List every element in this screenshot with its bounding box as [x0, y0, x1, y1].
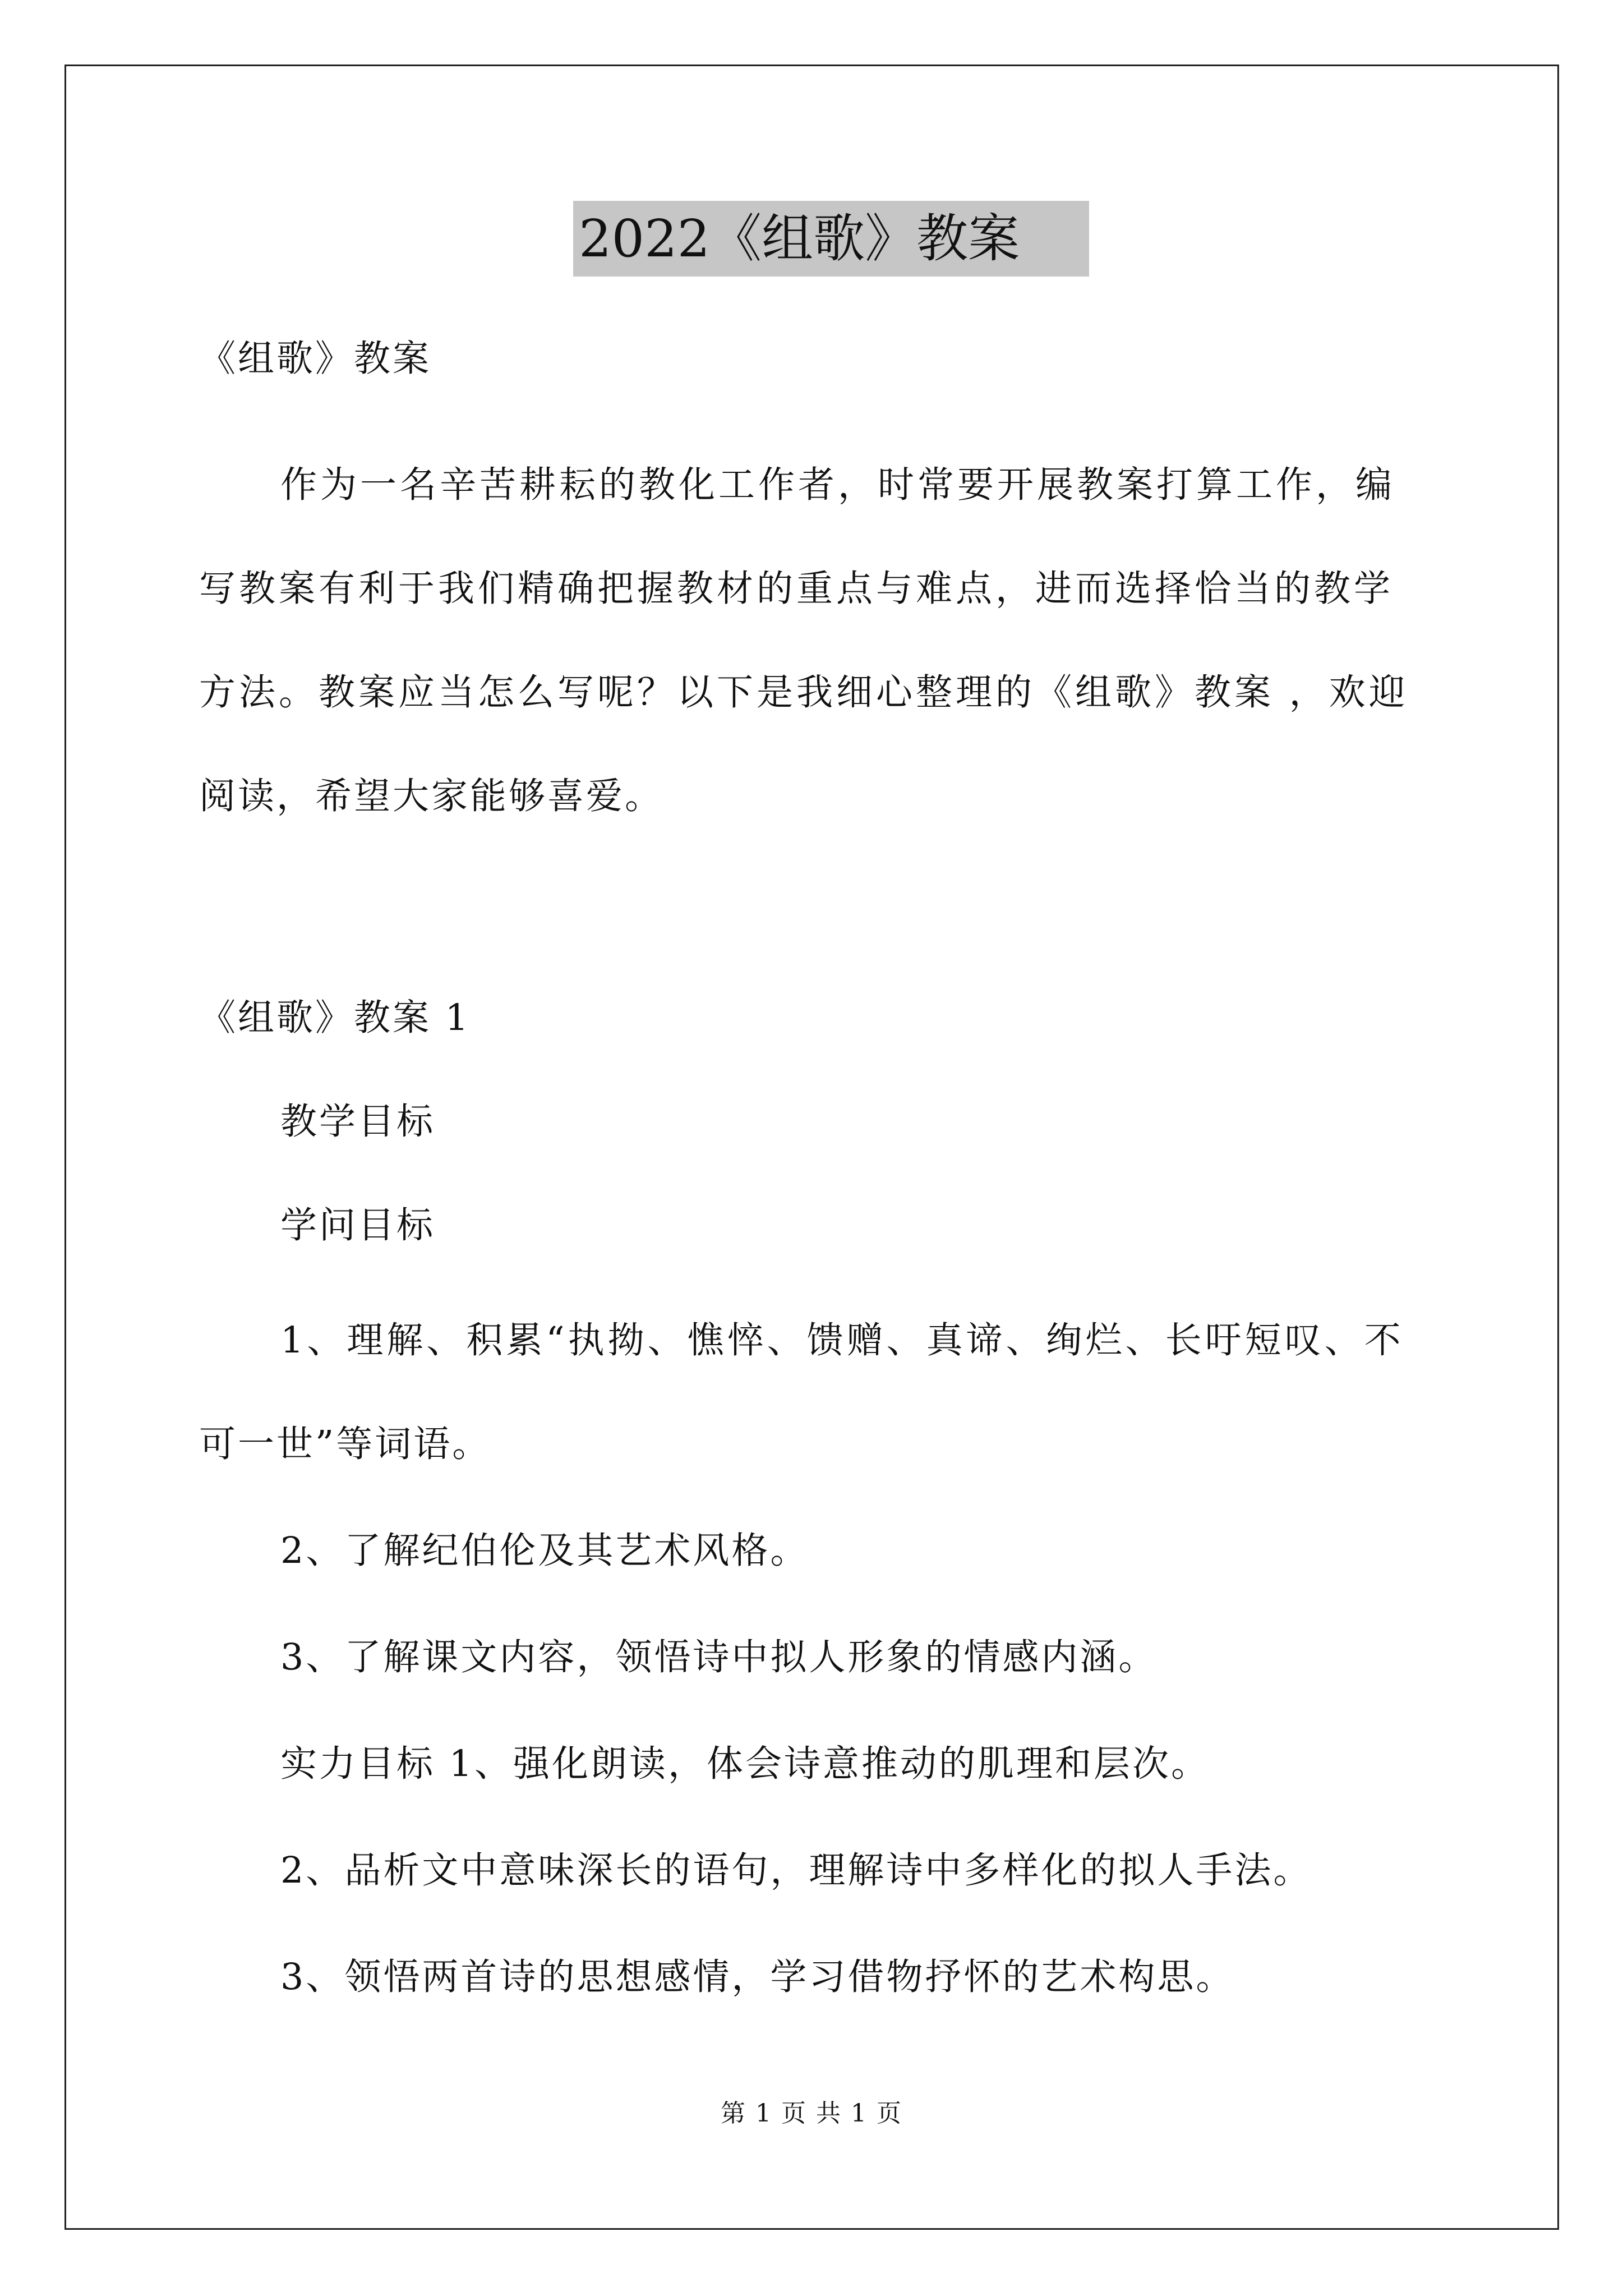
page-border: [64, 65, 1559, 2230]
paragraph-line: 2、了解纪伯伦及其艺术风格。: [280, 1530, 809, 1572]
paragraph-line: 3、领悟两首诗的思想感情，学习借物抒怀的艺术构思。: [280, 1956, 1235, 1998]
paragraph-line: 3、了解课文内容，领悟诗中拟人形象的情感内涵。: [280, 1636, 1158, 1678]
paragraph-line: 2、品析文中意味深长的语句，理解诗中多样化的拟人手法。: [280, 1849, 1312, 1892]
document-title: 2022《组歌》教案: [573, 201, 1089, 277]
paragraph-line: 可一世”等词语。: [199, 1423, 491, 1465]
subtitle-line: 《组歌》教案: [199, 338, 432, 380]
section-heading: 《组歌》教案 1: [199, 997, 471, 1039]
paragraph-line: 学问目标: [280, 1204, 436, 1246]
paragraph-line: 教学目标: [280, 1101, 436, 1143]
paragraph-line: 阅读，希望大家能够喜爱。: [199, 775, 664, 817]
paragraph-line: 作为一名辛苦耕耘的教化工作者，时常要开展教案打算工作，编: [280, 464, 1396, 506]
page-footer: 第 1 页 共 1 页: [721, 2099, 902, 2128]
paragraph-line: 1、理解、积累“执拗、憔悴、馈赠、真谛、绚烂、长吁短叹、不: [280, 1319, 1404, 1361]
paragraph-line: 写教案有利于我们精确把握教材的重点与难点，进而选择恰当的教学: [199, 568, 1394, 610]
paragraph-line: 实力目标 1、强化朗读，体会诗意推动的肌理和层次。: [280, 1743, 1210, 1785]
paragraph-line: 方法。教案应当怎么写呢？以下是我细心整理的《组歌》教案 ，欢迎: [199, 671, 1409, 714]
